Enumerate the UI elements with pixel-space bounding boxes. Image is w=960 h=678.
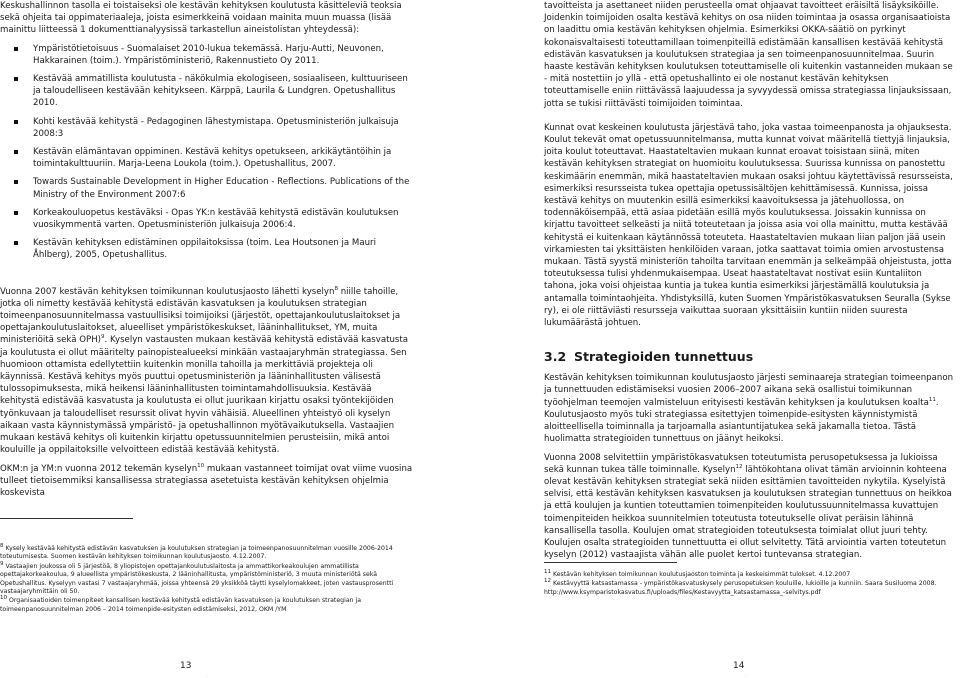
list-item	[0, 73, 413, 110]
list-item-text: Kohti kestävää kehitystä - Pedagoginen lähestymistapa. Opetusministeriön julkaisuja 2008:3	[33, 116, 399, 139]
footnote-divider	[544, 562, 677, 563]
list-item-text: Kestävää ammatillista koulutusta - näkökulmia ekologiseen, sosiaaliseen, kulttuuriseen ja taloudelliseen kestävään kehitykseen. Kärppä, Laurila & Lundgren. Opetushallitus 2010.	[33, 74, 408, 109]
footnote: $^{12}$ Kestävyyttä katsastamassa - ympäristökasvatuskysely perusopetuksen kouluille, lukioille ja kunniin. Saara Susiluoma 2008. http://www.ksymparistokasvatus.fi/uploads/files/Kestavyytta_katsastamassa_-selvitys.pdf	[544, 578, 937, 596]
list-item	[0, 43, 413, 67]
body-paragraph-seminars: Kestävän kehityksen toimikunnan koulutusjaosto järjesti seminaareja strategian toimeenpanon ja tunnettuuden edistämiseksi vuosien 2006–2007 aikana sekä osallistui toimikunnan työohjelman teemojen valmisteluun erityisesti kestävän kehityksen ja koulutuksen koalta$^{11}$. Koulutusjaosto myös tuki strategiassa esitettyjen toimenpide-esitysten käynnistymistä aloitteellisella toiminnalla ja tarjoamalla asiantuntijatukea sekä jakamalla tietoa. Tästä huolimatta strategioiden tunnettuus on jäänyt heikoksi.	[544, 373, 954, 445]
footnote-ref-12[interactable]: 12	[735, 463, 743, 470]
footnote: $^8$ Kysely kestävää kehitystä edistävän kasvatuksen ja koulutuksen strategian ja toimeenpanosuunnitelman vuosille 2006-2014 toteutumisesta. Suomen kestävän kehityksen toimikunnan koulutusjaosto. 4.12.2007.	[0, 542, 393, 561]
page-number: 14	[733, 661, 745, 671]
list-item-text: Kestävän elämäntavan oppiminen. Kestävä kehitys opetukseen, arkikäytäntöihin ja toimintakulttuuriin. Marja-Leena Loukola (toim.). Opetushallitus, 2007.	[33, 147, 392, 170]
page-number: 13	[180, 661, 192, 671]
footnote-divider	[0, 518, 133, 519]
list-item-text: Towards Sustainable Development in Higher Education - Reflections. Publications of the Ministry of the Environment 2007:6	[33, 177, 410, 200]
footnote: $^{11}$ Kestävän kehityksen toimikunnan koulutusjaoston toiminta ja keskeisimmät tulokset. 4.12.2007	[544, 568, 851, 578]
footnote: $^9$ Vastaajien joukossa oli 5 järjestöä, 8 yliopistojen opettajankoulutuslaitosta ja ammattikorkeakoulujen ammatillista opettajakorkeakoulua, 9 alueellista ympäristökeskusta, 2 lääninhallitusta, ympäristöministeriö, 3 muuta ministeriötä sekä Opetushallitus. Kyselyyn vastasi 7 vastaajaryhmää, joissa yhteensä 29 yksikköä täytti kyselylomakkeet, joten vastausprosentti vastaajaryhmittäin oli 50.	[0, 560, 394, 596]
section-number: 3.2	[544, 349, 567, 365]
list-item	[0, 207, 413, 231]
body-paragraph-actors: tavoitteista ja asettaneet niiden perusteella omat ohjaavat tavoitteet eräisiltä lisäyksiköille. Joidenkin toimijoiden osalta kestävä kehitys on osa niiden toimintaa ja osassa organisaatioista on laadittu omia kestävän kehityksen ohjelmia. Esimerkiksi OKKA-säätiö on pyrkinyt kokonaisvaltaisesti toteuttamillaan toimenpiteillä edistämään kansallisen kestävää kehitystä edistävän kasvatuksen ja koulutuksen strategiaa ja sen toimeenpanosuunnitelmaa. Suurin haaste kestävän kehityksen koulutuksen toteuttamiselle oli kuitenkin vastanneiden mukaan se - mitä nostettiin jo yllä - että opetushallinto ei ole nostanut kestävän kehityksen toteuttamiselle eniin riittävässä laajuudessa ja syvyydessä omissa strategiassa linjauksissaan, jotta se tukisi riittävästi toimijoiden toimintaa.	[544, 1, 953, 109]
right-column	[544, 0, 955, 567]
body-paragraph-survey-2012: OKM:n ja YM:n vuonna 2012 tekemän kyselyn$^{10}$ mukaan vastanneet toimijat ovat viime vuosina tulleet tietoisemmiksi kansallisessa strategiassa asetetuista kestävän kehityksen ohjelmia koskevista	[0, 462, 413, 498]
footnote-ref-11[interactable]: 11	[928, 396, 936, 403]
left-footnotes	[0, 542, 413, 615]
bullet-icon	[14, 47, 18, 51]
list-item	[0, 146, 413, 170]
intro-paragraph: Keskushallinnon tasolla ei toistaiseksi ole kestävän kehityksen koulutusta käsitteleviä teoksia sekä ohjeita tai oppimateriaaleja, joista esimerkkeinä voidaan mainita muun muassa (lisää mainittu liitteessä 1 dokumenttianalyysissä tarkastellun aineistolistan yhteydessä):	[0, 1, 402, 36]
bullet-icon	[14, 241, 18, 245]
list-item	[0, 116, 413, 140]
bullet-icon	[14, 77, 18, 81]
footnote-ref-9[interactable]: 9	[101, 334, 105, 341]
right-page	[480, 0, 960, 678]
bullet-icon	[14, 120, 18, 124]
bullet-icon	[14, 211, 18, 215]
left-column	[0, 0, 413, 505]
list-item-text: Ympäristötietoisuus - Suomalaiset 2010-lukua tekemässä. Harju-Autti, Neuvonen, Hakkarainen (toim.). Ympäristöministeriö, Rakennustieto Oy 2011.	[33, 43, 384, 66]
bullet-icon	[14, 180, 18, 184]
footnote-ref-10[interactable]: 10	[197, 462, 205, 469]
body-paragraph-survey-2007: Vuonna 2007 kestävän kehityksen toimikunnan koulutusjaosto lähetti kyselyn$^8$ niille tahoille, jotka oli nimetty kestävää kehitystä edistävän kasvatuksen ja koulutuksen strategian toimeenpanosuunnitelmassa vastuullisiksi toimijoiksi (järjestöt, opettajankoulutuslaitokset ja opettajankoulutuslaitokset, alueelliset ympäristökeskukset, lääninhallitukset, YM, muita ministeriöitä sekä OPH)$^9$. Kyselyn vastausten mukaan kestävää kehitystä edistävää kasvatusta ja koulutusta ei ollut määritelty painopistealueeksi minkään vastaajaryhmän strategiassa. Sen huomioon ottamista edellytettiin kuitenkin monilla tahoilla ja merkittäviä projekteja oli käynnissä. Kestävä kehitys myös puuttui opetusministeriön ja lääninhallitusten välisestä tulossopimuksesta, mikä heikensi lääninhallitusten toimintamahdollisuuksia. Kestävää kehitystä edistävää kasvatusta ja koulutusta ei ollut juurikaan kirjattu osaksi työntekijöiden työnkuvaan ja taloudelliset resurssit olivat hyvin vähäisiä. Alueellinen yhteistyö oli kyselyn aikaan vasta käynnistymässä ympäristö- ja opetushallinnon myötävaikutuksella. Vastaajien mukaan kestävä kehitys oli kuitenkin kirjattu opetussuunnitelmien perusteisiin, mikä antoi kouluille ja oppilaitoksille velvoitteen edistää kestävää kehitystä.	[0, 285, 409, 456]
section-title: Strategioiden tunnettuus	[574, 349, 754, 365]
page-number-dot: .	[206, 672, 208, 678]
page-number-dot: .	[745, 672, 747, 678]
list-item-text: Kestävän kehityksen edistäminen oppilaitoksissa (toim. Lea Houtsonen ja Mauri Åhlberg), 2005, Opetushallitus.	[33, 238, 376, 261]
list-item	[0, 176, 413, 200]
footnote-ref-8[interactable]: 8	[334, 285, 338, 292]
right-footnotes	[544, 568, 955, 598]
reference-list	[0, 43, 413, 262]
bullet-icon	[14, 150, 18, 154]
body-paragraph-survey-2008: Vuonna 2008 selvitettiin ympäristökasvatuksen toteutumista perusopetuksessa ja lukioissa sekä kunnan tukea tälle toiminnalle. Kyselyn$^{12}$ lähtökohtana olivat tämän arvioinnin kohteena olevat kestävän kehityksen strategiat sekä niiden esittämien tavoitteiden nykytila. Kyselyistä selvisi, että kestävän kehityksen kasvatuksen ja koulutuksen strategian tunnettuus on heikkoa ja että koulujen ja kuntien toteuttamien toimenpiteiden koulutussuunnitelmassa kuvattujen toimenpiteiden heikkoa suunnitelmien toteutusta toteutukselle olivat peräisin lähinnä kansallisella tasolla. Koulujen omat strategioiden toteutuksesta toimialat ollut juuri tehty. Koulujen osalta strategioiden tunnettuutta ei ollut selvitetty. Tätä arviointia varten toteutetun kyselyn (2012) vastaajista vähän alle puolet kertoi tuntevansa strategian.	[544, 452, 952, 561]
list-item-text: Korkeakouluopetus kestäväksi - Opas YK:n kestävää kehitystä edistävän koulutuksen vuosikymmentä varten. Opetusministeriön julkaisuja 2006:4.	[33, 207, 399, 231]
section-heading	[544, 349, 955, 365]
body-paragraph-municipalities: Kunnat ovat keskeinen koulutusta järjestävä taho, joka vastaa toimeenpanosta ja ohjauksesta. Koulut tekevät omat opetussuunnitelmansa, mutta kunnat voivat määritellä tiettyjä linjauksia, joita koulut toteuttavat. Haastateltavien mukaan kunnat eroavat toisistaan siinä, miten kestävän kehityksen strategiat on huomioitu koulutuksessa. Suurissa kunnissa on panostettu keskimäärin enemmän, mikä haastateltavien mukaan osaksi johtuu käytettävissä resursseista, esimerkiksi resursseista tukea opettajia opetussisältöjen kehittämisessä. Kunnissa, joissa kestävä kehitys on muutenkin esillä esimerkiksi kaavoituksessa ja jätehuollossa, on todennäköisempää, että asiaa pidetään esillä myös koulutuksessa. Joissakin kunnissa on kirjattu tavoitteet selkeästi ja niitä toteutetaan ja joissa asia voi olla mainittu, mutta kestävää kehitystä ei kuitenkaan käytännössä toteuteta. Haastateltavien mukaan liian paljon jää usein virkamiesten tai yksittäisten henkilöiden varaan, jotka saattavat toimia omien arvostustensa mukaan. Tästä syystä ministeriön tahoilta tarvitaan enemmän ja selkeämpää ohjeistusta, jotta toteutuksessa tulisi yhdenmukaisempaa. Useat haastateltavat nostivat esiin Kuntaliiton tahona, joka voisi ohjeistaa kuntia ja tukea kuntia esimerkiksi järjestämällä koulutuksia ja antamalla toimintaohjeita. Yhdistyksillä, kuten Suomen Ympäristökasvatuksen Seuralla (Sykse ry), ei ole riittäviästi resursseja vaikuttaa suoraan yksittäisiin kuntiin niiden suuresta lukumäärästä johtuen.	[544, 122, 953, 329]
list-item	[0, 237, 413, 261]
footnote: $^{10}$ Organisaatioiden toimenpiteet kansallisen kestävää kehitystä edistävän kasvatuksen ja koulutuksen strategian ja toimeenpanosuunnitelman 2006 – 2014 toimenpide-esitysten edistämiseksi, 2012, OKM /YM	[0, 595, 362, 613]
